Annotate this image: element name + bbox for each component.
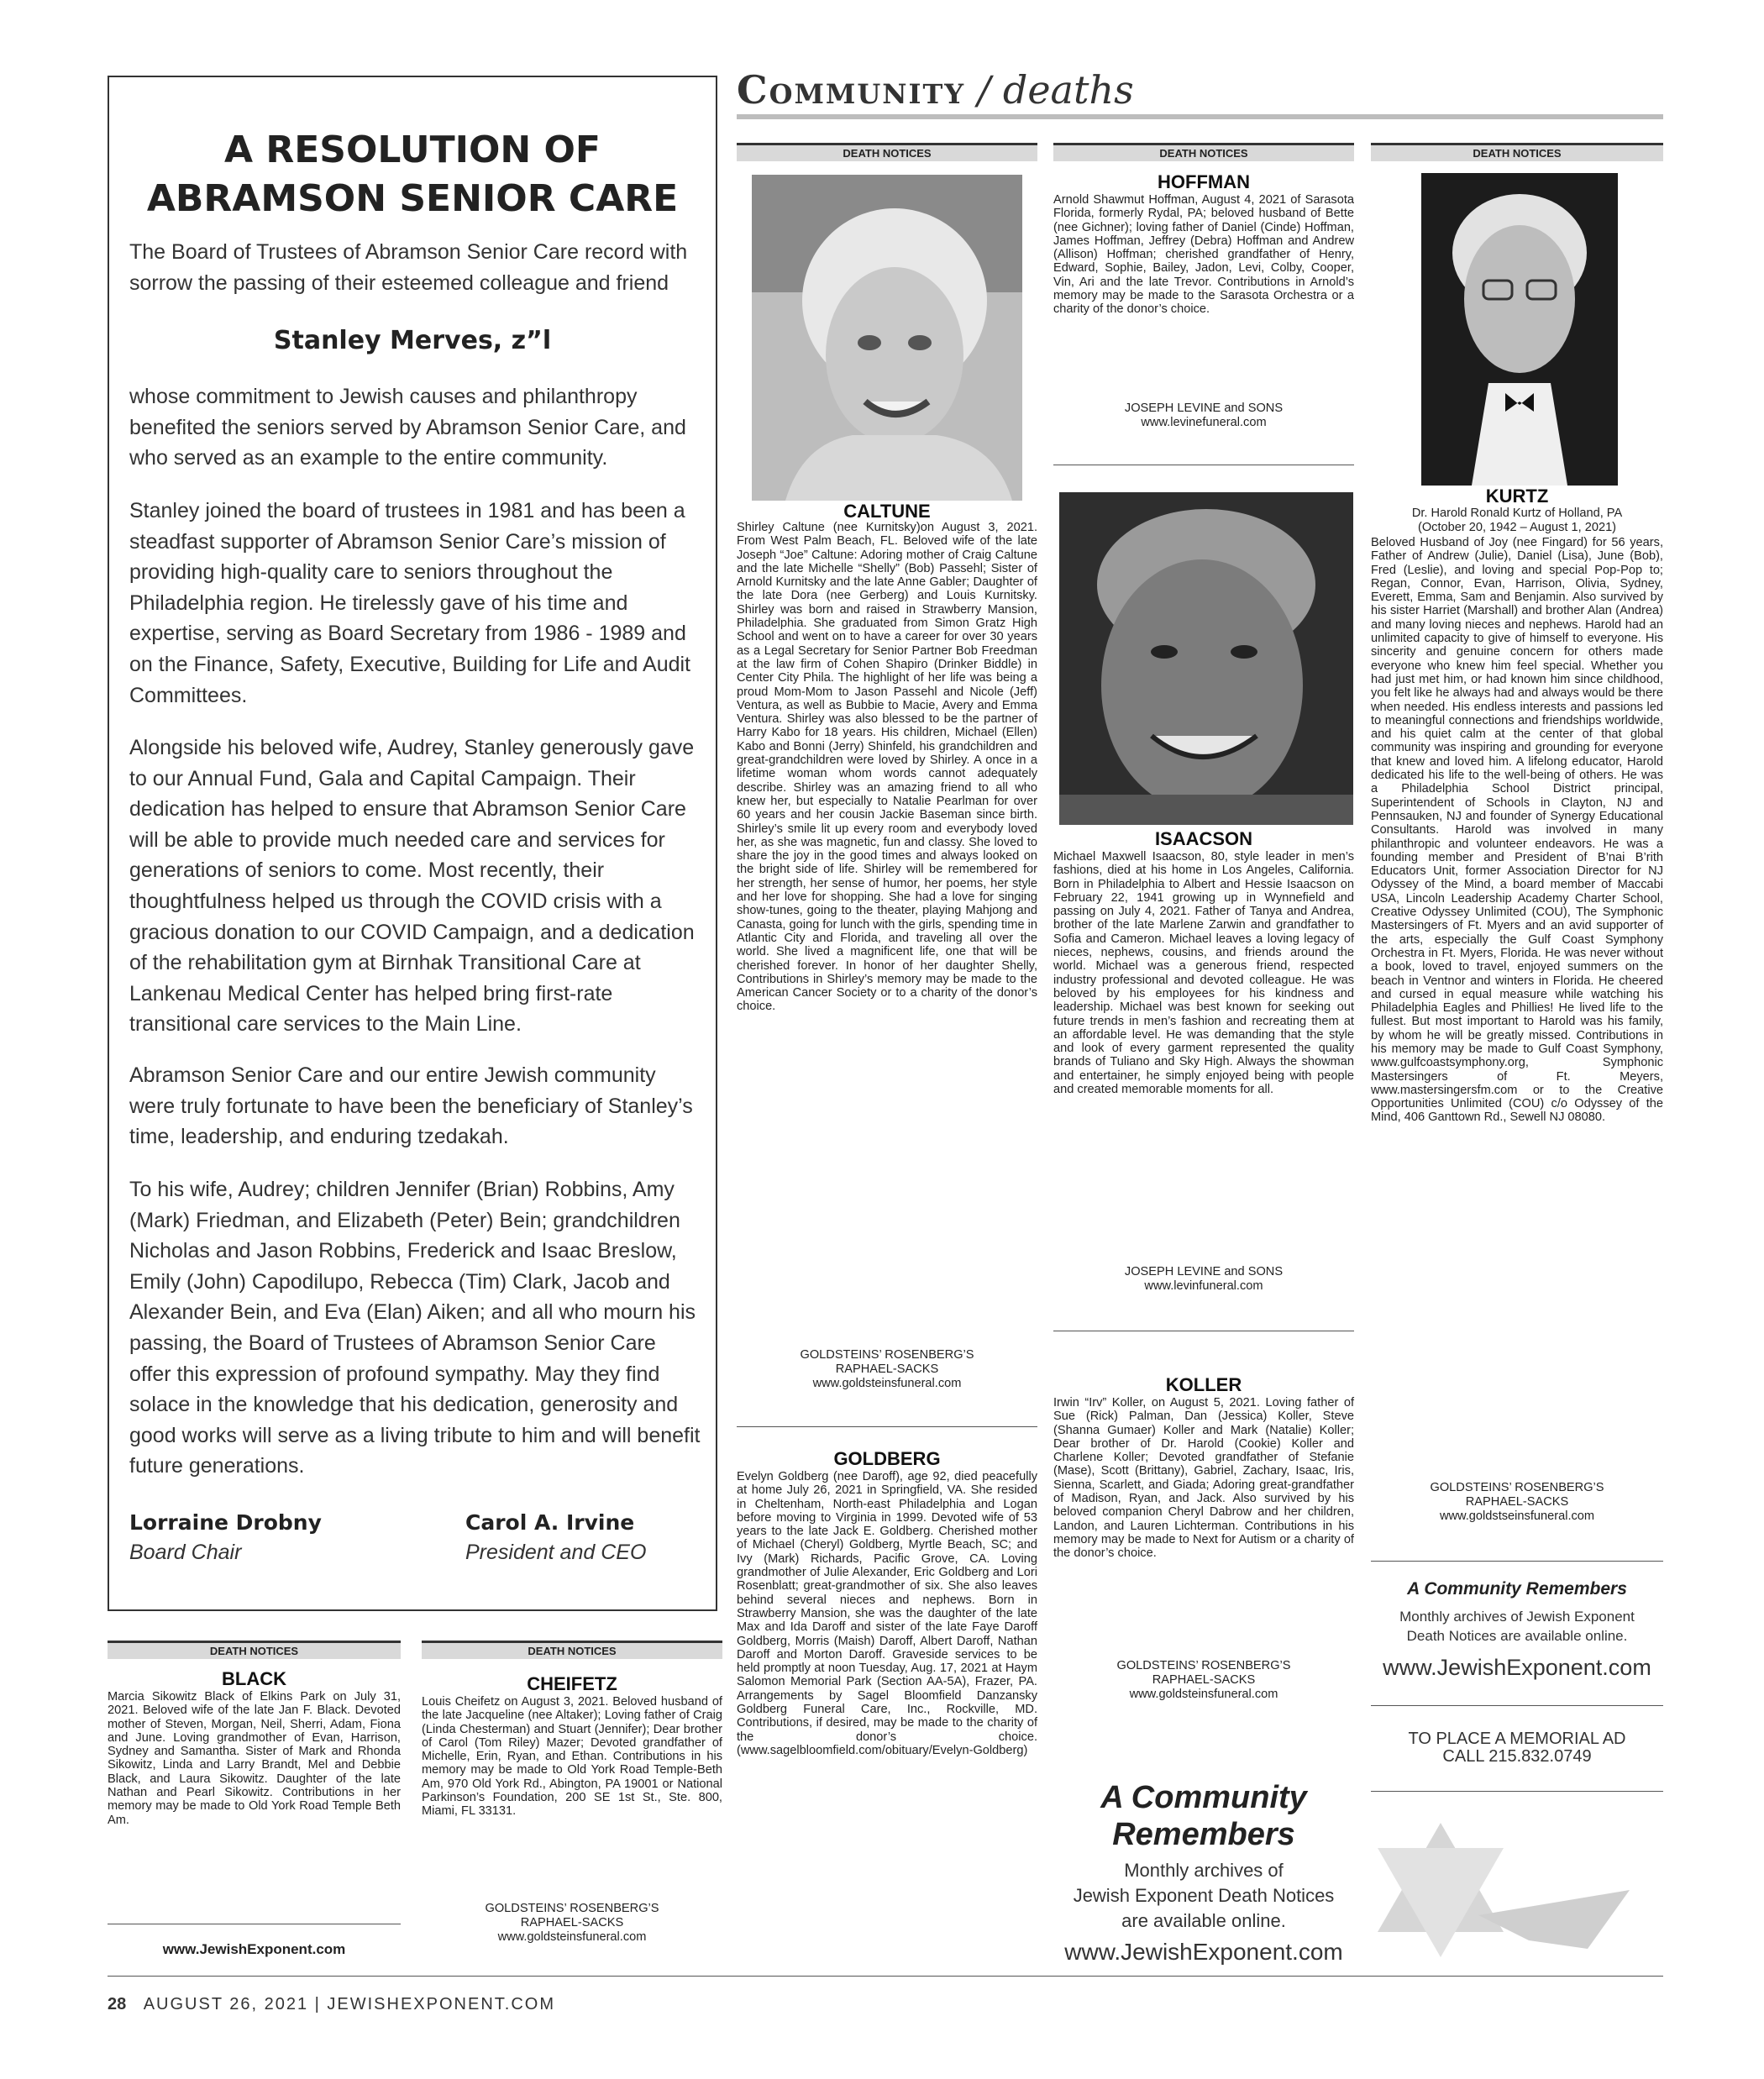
community-remembers-text	[1053, 1858, 1354, 1934]
notice-name: ISAACSON	[1154, 828, 1253, 849]
funeral-website: www.goldstseinsfuneral.com	[1439, 1509, 1595, 1523]
funeral-home: RAPHAEL-SACKS	[1152, 1673, 1256, 1687]
notice-name: CALTUNE	[843, 501, 931, 522]
divider	[1371, 1705, 1663, 1706]
text-line: Monthly archives of Jewish Exponent	[1399, 1609, 1635, 1625]
section-name: Community	[737, 67, 966, 113]
divider	[737, 1426, 1037, 1427]
community-remembers-small-text	[1371, 1607, 1663, 1646]
funeral-home: GOLDSTEINS’ ROSENBERG’S	[1116, 1659, 1291, 1672]
portrait-image	[1421, 173, 1618, 486]
title-line: Remembers	[1112, 1817, 1295, 1852]
funeral-website: www.levinefuneral.com	[1141, 416, 1267, 429]
community-remembers-title	[1053, 1779, 1354, 1853]
funeral-home: RAPHAEL-SACKS	[1465, 1495, 1569, 1509]
resolution-title-line2: ABRAMSON SENIOR CARE	[146, 177, 679, 220]
signatory-2-role: President and CEO	[465, 1541, 647, 1564]
community-remembers-small-link[interactable]: www.JewishExponent.com	[1383, 1655, 1651, 1680]
text-line: Jewish Exponent Death Notices	[1073, 1885, 1335, 1906]
text-line: CALL 215.832.0749	[1442, 1747, 1592, 1766]
notice-name: GOLDBERG	[833, 1448, 941, 1469]
funeral-website: www.goldsteinsfuneral.com	[812, 1377, 962, 1390]
notice-name: CHEIFETZ	[527, 1673, 617, 1694]
funeral-home: RAPHAEL-SACKS	[520, 1916, 624, 1929]
notice-body: Michael Maxwell Isaacson, 80, style leader in men’s fashions, died at his home in Los Angeles, California. Born in Philadelphia to Albert and Hessie Isaacson on February 22, 1941 growing up in Wynnefield and passing on July 4, 2021. Father of Tanya and Andrea, brother of the late Marlene Zarwin and grandfather to Sofia and Cameron. Michael leaves a loving legacy of nieces, nephews, cousins, and friends around the world. Michael was a generous friend, respected industry professional and devoted colleague. He was beloved by his employees for his kindness and leadership. Michael was best known for seeking out future trends in men’s fashion and recreating them at an affordable level. He was demanding that the style and look of every garment represented the quality brands of Tuliano and Sky High. Always the showman and entertainer, he simply enjoyed being with people and created memorable moments for all.	[1053, 850, 1354, 1097]
notice-body: Arnold Shawmut Hoffman, August 4, 2021 of Sarasota Florida, formerly Rydal, PA; beloved husband of Bette (nee Gichner); loving father of Daniel (Cinde) Hoffman, James Hoffman, Jeffrey (Debra) Hoffman and Andrew (Allison) Hoffman; cherished grandfather of Henry, Edward, Sophie, Bailey, Jadon, Levi, Colby, Cooper, Vin, Ari and the late Trevor. Contributions in Arnold’s memory may be made to the Sarasota Orchestra or a charity of the donor’s choice.	[1053, 193, 1354, 317]
resolution-box	[108, 76, 717, 1611]
notice-body: Irwin “Irv” Koller, on August 5, 2021. Loving father of Sue (Rick) Palman, Dan (Jessica) Koller, Steve (Shanna Gumaer) Koller and Mark (Natalie) Koller; Dear brother of Dr. Harold (Cookie) Koller and Charlene Koller; Devoted grandfather of Stefanie (Mase), Scott (Brittany), Gabriel, Zachary, Isaac, Iris, Sienna, Scarlett, and Giada; Adoring great-grandfather of Madison, Ryan, and Jack. Also survived by his beloved companion Cheryl Dabrow and her children, Landon, and Lauren Lichterman. Contributions in his memory may be made to Next for Autism or a charity of the donor’s choice.	[1053, 1396, 1354, 1561]
notice-dates: (October 20, 1942 – August 1, 2021)	[1417, 521, 1617, 534]
portrait-image	[1059, 492, 1353, 825]
resolution-paragraph: To his wife, Audrey; children Jennifer (Brian) Robbins, Amy (Mark) Friedman, and Elizabeth (Peter) Bein; grandchildren Nicholas and Jason Robbins, Frederick and Isaac Breslow, Emily (John) Capodilupo, Rebecca (Tim) Clark, Jacob and Alexander Bein, and Eva (Elan) Aiken; and all who mourn his passing, the Board of Trustees of Abramson Senior Care offer this expression of profound sympathy. May they find solace in the knowledge that his dedication, generosity and good works will serve as a living tribute to him and will benefit future generations.	[129, 1178, 701, 1478]
caltune-photo	[752, 175, 1022, 501]
notice-name: HOFFMAN	[1158, 171, 1250, 192]
memorial-ad-text	[1371, 1730, 1663, 1766]
resolution-paragraph: whose commitment to Jewish causes and philanthropy benefited the seniors served by Abramson Senior Care, and who served as an example to the entire community.	[129, 385, 686, 470]
death-notices-header: DEATH NOTICES	[422, 1641, 722, 1659]
funeral-website: www.goldsteinsfuneral.com	[497, 1930, 647, 1944]
funeral-home: GOLDSTEINS’ ROSENBERG’S	[485, 1902, 659, 1915]
notice-name: KOLLER	[1165, 1374, 1242, 1395]
page-number: 28	[108, 1995, 127, 2013]
death-notices-header: DEATH NOTICES	[1371, 143, 1663, 161]
notice-subline: Dr. Harold Ronald Kurtz of Holland, PA	[1411, 507, 1623, 520]
community-remembers-link[interactable]: www.JewishExponent.com	[1064, 1939, 1343, 1965]
funeral-home: JOSEPH LEVINE and SONS	[1124, 1265, 1284, 1278]
resolution-paragraph: Stanley joined the board of trustees in 1981 and has been a steadfast supporter of Abramson Senior Care’s mission of providing high-quality care to seniors throughout the Philadelphia region. He tirelessly gave of his time and expertise, serving as Board Secretary from 1986 - 1989 and on the Finance, Safety, Executive, Building for Life and Audit Committees.	[129, 499, 691, 707]
section-title: Community / deaths	[737, 67, 1134, 113]
notice-name: BLACK	[222, 1668, 286, 1689]
death-notices-header: DEATH NOTICES	[737, 143, 1037, 161]
divider	[1371, 1791, 1663, 1792]
honoree-name: Stanley Merves, z”l	[273, 326, 552, 355]
resolution-paragraph: Abramson Senior Care and our entire Jewish community were truly fortunate to have been the beneficiary of Stanley’s time, leadership, and enduring tzedakah.	[129, 1063, 693, 1149]
resolution-intro: The Board of Trustees of Abramson Senior Care record with sorrow the passing of their esteemed colleague and friend	[129, 240, 688, 295]
kurtz-photo	[1421, 173, 1618, 486]
funeral-website: www.levinfuneral.com	[1144, 1279, 1263, 1293]
death-notices-header: DEATH NOTICES	[1053, 143, 1354, 161]
title-line: A Community	[1100, 1780, 1307, 1815]
star-graphic	[1378, 1806, 1663, 1966]
death-notices-header: DEATH NOTICES	[108, 1641, 401, 1659]
funeral-home: GOLDSTEINS’ ROSENBERG’S	[1430, 1481, 1604, 1494]
page-footer	[108, 1995, 555, 2014]
website-link[interactable]: www.JewishExponent.com	[162, 1941, 346, 1957]
star-of-david-icon	[1378, 1806, 1663, 1966]
text-line: Death Notices are available online.	[1406, 1628, 1628, 1644]
resolution-title	[109, 126, 716, 223]
notice-body: Marcia Sikowitz Black of Elkins Park on July 31, 2021. Beloved wife of the late Jan F. Black. Devoted mother of Steven, Morgan, Neil, Sherri, Adam, Fiona and June. Loving grandmother of Evan, Harrison, Sydney and Samantha. Sister of Mark and Rhonda Sikowitz, Linda and Larry Brandt, Mel and Debbie Black, and Laura Sikowitz. Daughter of the late Nathan and Pearl Sikowitz. Contributions in her memory may be made to Old York Road Temple Beth Am.	[108, 1690, 401, 1827]
resolution-paragraph: Alongside his beloved wife, Audrey, Stanley generously gave to our Annual Fund, Gala and Capital Campaign. Their dedication has helped to ensure that Abramson Senior Care will be able to provide much needed care and services for generations of seniors to come. Most recently, their thoughtfulness helped us through the COVID crisis with a gracious donation to our COVID Campaign, and a dedication of the rehabilitation gym at Birnhak Transitional Care at Lankenau Medical Center has helped bring first-rate transitional care services to the Main Line.	[129, 736, 695, 1037]
notice-name: KURTZ	[1485, 486, 1549, 507]
funeral-home: JOSEPH LEVINE and SONS	[1124, 402, 1284, 415]
footer-text: AUGUST 26, 2021 | JEWISHEXPONENT.COM	[143, 1995, 555, 2013]
text-line: are available online.	[1121, 1910, 1286, 1931]
community-remembers-small-title: A Community Remembers	[1407, 1579, 1627, 1599]
funeral-home: RAPHAEL-SACKS	[835, 1362, 939, 1376]
portrait-image	[752, 175, 1022, 501]
footer-rule	[108, 1976, 1663, 1977]
text-line: Monthly archives of	[1124, 1860, 1284, 1881]
signatory-1-name: Lorraine Drobny	[129, 1510, 322, 1535]
text-line: TO PLACE A MEMORIAL AD	[1408, 1730, 1626, 1748]
funeral-website: www.goldsteinsfuneral.com	[1129, 1688, 1278, 1701]
notice-body: Louis Cheifetz on August 3, 2021. Beloved husband of the late Jacqueline (nee Altaker); Loving father of Craig (Linda Chesterman) and Stuart (Jennifer); Dear brother of Carol (Tom Riley) Mazer; Devoted grandfather of Michelle, Erin, Ryan, and Ethan. Contributions in his memory may be made to Old York Road Temple-Beth Am, 970 Old York Rd., Abington, PA 19001 or National Parkinson’s Foundation, 200 SE 1st St., Ste. 800, Miami, FL 33131.	[422, 1695, 722, 1819]
divider	[1371, 1561, 1663, 1562]
signatory-2-name: Carol A. Irvine	[465, 1510, 635, 1535]
section-subtitle: deaths	[1002, 67, 1134, 113]
notice-body: Beloved Husband of Joy (nee Fingard) for 56 years, Father of Andrew (Julie), Daniel (Lisa), June (Bob), Fred (Leslie), and loving and special Pop-Pop to; Regan, Connor, Evan, Harrison, Olivia, Sydney, Everett, Emma, Sam and Benjamin. Also survived by his sister Harriet (Marshall) and brother Alan (Andrea) and many loving nieces and nephews. Harold had an unlimited capacity to give of himself to everyone. His sincerity and genuine concern for others made everyone who knew him feel special. Whether you had just met him, or had known him since childhood, you felt like he always had and always would be there when needed. His endless interests and passions led to meaningful connections and friendships worldwide, and his quiet calm at the center of that global community was inspiring and grounding for everyone that knew and loved him. A lifelong educator, Harold dedicated his life to the well-being of others. He was a Philadelphia School District principal, Superintendent of Schools in Clayton, NJ and Pennsauken, NJ and founder of Synergy Educational Consultants. Harold was involved in many philanthropic and volunteer endeavors. He was a founding member and President of B’nai B’rith Educators Unit, former Association Director for NJ Odyssey of the Mind, a board member of Maccabi USA, Lincoln Leadership Academy Charter School, Creative Odyssey Unlimited (COU), The Symphonic Mastersingers of Ft. Myers and an avid supporter of the arts, especially the Gulf Coast Symphony Orchestra in Ft. Myers, Florida. He was never without a book, loved to travel, enjoyed summers on the beach in Ventnor and winters in Florida. He cheered and cursed in equal measure while watching his Philadelphia Eagles and Phillies! He lived life to the fullest. But most important to Harold was his family, by whom he will be greatly missed. Contributions in his memory may be made to Gulf Coast Symphony, www.gulfcoastsymphony.org, Symphonic Mastersingers of Ft. Meyers, www.mastersingersfm.com or to the Creative Opportunities Unlimited (COU) c/o Odyssey of the Mind, 406 Ganttown Rd., Sewell NJ 08080.	[1371, 536, 1663, 1125]
notice-body: Shirley Caltune (nee Kurnitsky)on August 3, 2021. From West Palm Beach, FL. Beloved wife of the late Joseph “Joe” Caltune: Adoring mother of Craig Caltune and the late Michelle “Shelly” (Bob) Passehl; Sister of Arnold Kurnitsky and the late Anne Gabler; Daughter of the late Dora (nee Gerberg) and Louis Kurnitsky. Shirley was born and raised in Strawberry Mansion, Philadelphia. She graduated from Simon Gratz High School and went on to have a career for over 30 years as a Legal Secretary for Senior Partner Bob Freedman at the law firm of Cohen Shapiro (Drinker Biddle) in Center City Phila. The highlight of her life was being a proud Mom-Mom to Jason Passehl and Nicole (Jeff) Ventura, as well as Bubbie to Macie, Avery and Emma Ventura. Shirley was also blessed to be the partner of Harry Kabo for 18 years. His children, Michael (Ellen) Kabo and Bonni (Jerry) Shinfeld, his grandchildren and great-grandchildren were loved by Shirley. A once in a lifetime woman whom words cannot adequately describe. Shirley was an amazing friend to all who knew her, but especially to Natalie Pearlman for over 60 years and her cousin Jackie Baseman since birth. Shirley’s smile lit up every room and everybody loved her, as she was magnetic, fun and classy. She loved to share the joy in the good times and always looked on the bright side of life. Shirley will be remembered for her strength, her sense of humor, her poems, her style and her love for shopping. She had a love for singing show-tunes, going to the theater, playing Mahjong and Canasta, going for lunch with the girls, spending time in Atlantic City and Florida, and traveling all over the world. She lived a magnificent life, one that will be cherished forever. In honor of her daughter Shelly, Contributions in Shirley’s memory may be made to the American Cancer Society or to a charity of the donor’s choice.	[737, 521, 1037, 1014]
funeral-home: GOLDSTEINS’ ROSENBERG’S	[800, 1348, 974, 1362]
isaacson-photo	[1059, 492, 1353, 825]
signatory-1-role: Board Chair	[129, 1541, 242, 1564]
resolution-title-line1: A RESOLUTION OF	[224, 129, 601, 171]
notice-body: Evelyn Goldberg (nee Daroff), age 92, died peacefully at home July 26, 2021 in Springfield, VA. She resided in Cheltenham, North-east Philadelphia and Logan before moving to Virginia in 1999. Devoted wife of 53 years to the late Jack E. Goldberg. Cherished mother of Michael (Cheryl) Goldberg, Myrtle Beach, SC; and Ivy (Mark) Richards, Pacific Grove, CA. Loving grandmother of Julie Alexander, Eric Goldberg and Lori Rosenblatt; great-grandmother of six. She also leaves behind several nieces and nephews. Born in Strawberry Mansion, she was the daughter of the late Max and Ida Daroff and sister of the late Faye Daroff Goldberg, Morris (Maish) Daroff, Albert Daroff, Nathan Daroff and Morton Daroff. Graveside services to be held promptly at noon Tuesday, Aug. 17, 2021 at Haym Salomon Memorial Park (Section AA-5A), Frazer, PA. Arrangements by Sagel Bloomfield Danzansky Goldberg Funeral Care, Inc., Rockville, MD. Contributions, if desired, may be made to the charity of the donor’s choice. (www.sagelbloomfield.com/obituary/Evelyn-Goldberg)	[737, 1470, 1037, 1757]
section-rule	[737, 114, 1663, 119]
